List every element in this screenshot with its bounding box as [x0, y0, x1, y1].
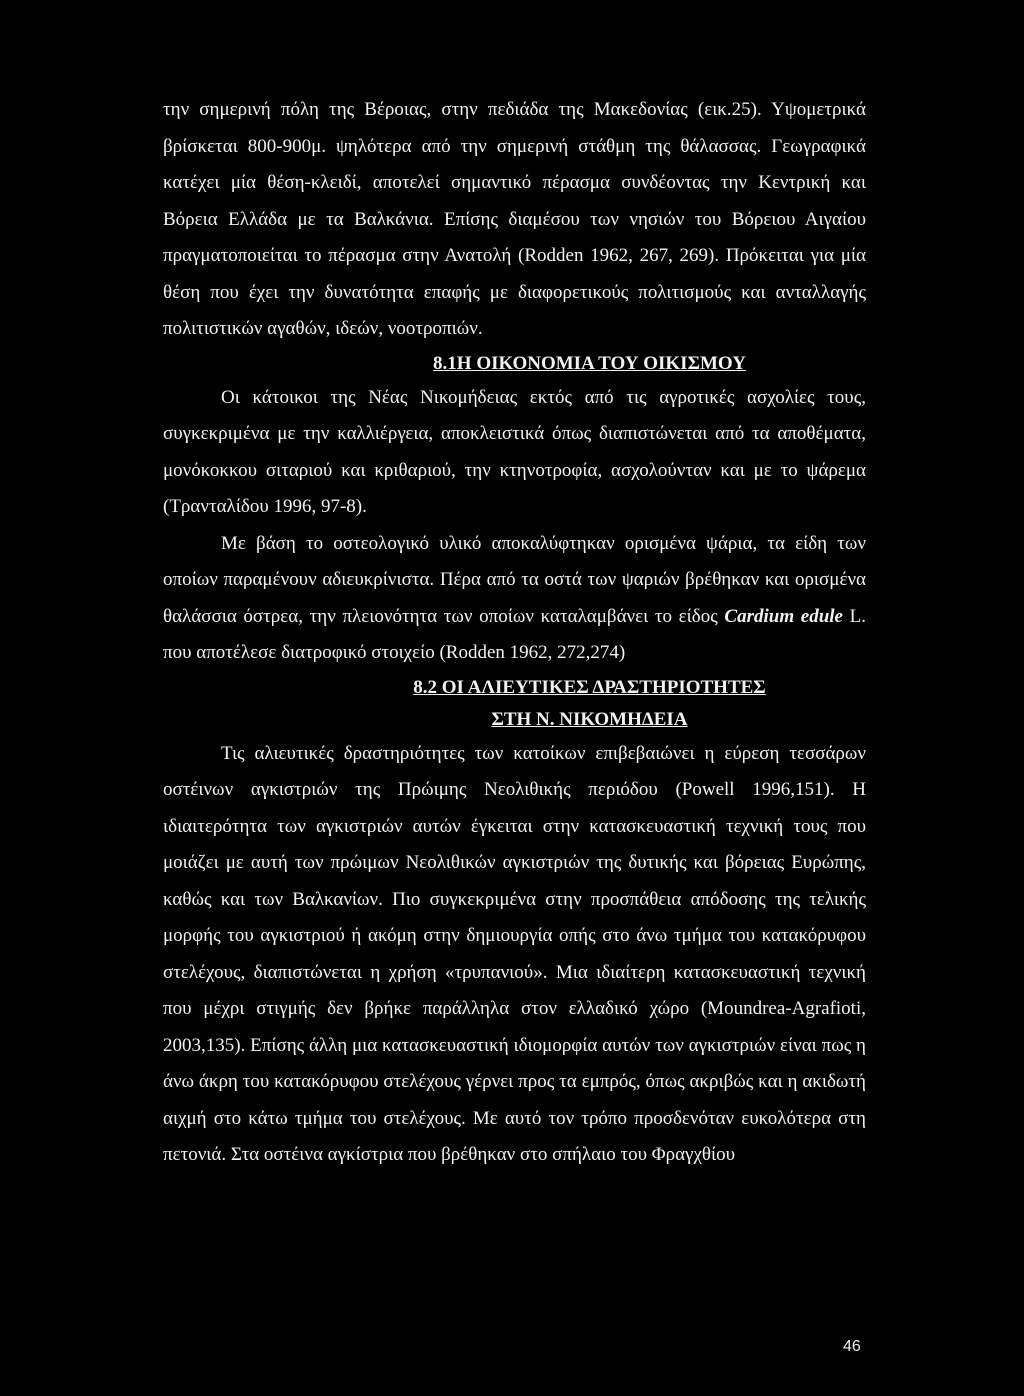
- document-page: [163, 92, 866, 1174]
- page-number: 46: [843, 1338, 861, 1355]
- paragraph-osteology-text-a: Με βάση το οστεολογικό υλικό αποκαλύφτηκαν ορισμένα ψάρια, τα είδη των οποίων παραμένουν αδιευκρίνιστα. Πέρα από τα οστά των ψαριών βρέθηκαν και ορισμένα θαλάσσια όστρεα, την πλειονότητα των οποίων καταλαμβάνει το είδος: [163, 532, 866, 627]
- paragraph-location: την σημερινή πόλη της Βέροιας, στην πεδιάδα της Μακεδονίας (εικ.25). Υψομετρικά βρίσκεται 800-900μ. ψηλότερα από την σημερινή στάθμη της θάλασσας. Γεωγραφικά κατέχει μία θέση-κλειδί, αποτελεί σημαντικό πέρασμα συνδέοντας την Κεντρική και Βόρεια Ελλάδα με τα Βαλκάνια. Επίσης διαμέσου των νησιών του Βόρειου Αιγαίου πραγματοποιείται το πέρασμα στην Ανατολή (Rodden 1962, 267, 269). Πρόκειται για μία θέση που έχει την δυνατότητα επαφής με διαφορετικούς πολιτισμούς και ανταλλαγής πολιτιστικών αγαθών, ιδεών, νοοτροπιών.: [163, 99, 866, 339]
- species-name: Cardium edule: [724, 605, 843, 627]
- section-heading-8-1: 8.1Η ΟΙΚΟΝΟΜΙΑ ΤΟΥ ΟΙΚΙΣΜΟΥ: [433, 352, 746, 374]
- section-heading-8-2: 8.2 ΟΙ ΑΛΙΕΥΤΙΚΕΣ ΔΡΑΣΤΗΡΙΟΤΗΤΕΣ: [413, 676, 766, 698]
- paragraph-osteology: [163, 526, 866, 672]
- paragraph-economy: Οι κάτοικοι της Νέας Νικομήδειας εκτός από τις αγροτικές ασχολίες τους, συγκεκριμένα με την καλλιέργεια, αποκλειστικά όπως διαπιστώνεται από τα αποθέματα, μονόκοκκου σιταριού και κριθαριού, την κτηνοτροφία, ασχολούνταν και με το ψάρεμα (Τρανταλίδου 1996, 97-8).: [163, 386, 866, 517]
- paragraph-osteology-text-b: L. που αποτέλεσε διατροφικό στοιχείο (Rodden 1962, 272,274): [163, 605, 867, 663]
- paragraph-fishing: Τις αλιευτικές δραστηριότητες των κατοίκων επιβεβαιώνει η εύρεση τεσσάρων οστέινων αγκιστριών της Πρώιμης Νεολιθικής περιόδου (Powell 1996,151). Η ιδιαιτερότητα των αγκιστριών αυτών έγκειται στην κατασκευαστική τεχνική τους που μοιάζει με αυτή των πρώιμων Νεολιθικών αγκιστριών της δυτικής και βόρειας Ευρώπης, καθώς και των Βαλκανίων. Πιο συγκεκριμένα στην προσπάθεια απόδοσης της τελικής μορφής του αγκιστριού ή ακόμη στην δημιουργία οπής στο άνω τμήμα του κατακόρυφου στελέχους, διαπιστώνεται η χρήση «τρυπανιού». Μια ιδιαίτερη κατασκευαστική τεχνική που μέχρι στιγμής δεν βρήκε παράλληλα στον ελλαδικό χώρο (Moundrea-Agrafioti, 2003,135). Επίσης άλλη μια κατασκευαστική ιδιομορφία αυτών των αγκιστριών είναι πως η άνω άκρη του κατακόρυφου στελέχους γέρνει προς τα εμπρός, όπως ακριβώς και η ακιδωτή αιχμή στο κάτω τμήμα του στελέχους. Με αυτό τον τρόπο προσδενόταν ευκολότερα στη πετονιά. Στα οστέινα αγκίστρια που βρέθηκαν στο σπήλαιο του Φραγχθίου: [163, 742, 866, 1165]
- section-heading-8-2-subtitle: ΣΤΗ Ν. ΝΙΚΟΜΗΔΕΙΑ: [491, 708, 688, 730]
